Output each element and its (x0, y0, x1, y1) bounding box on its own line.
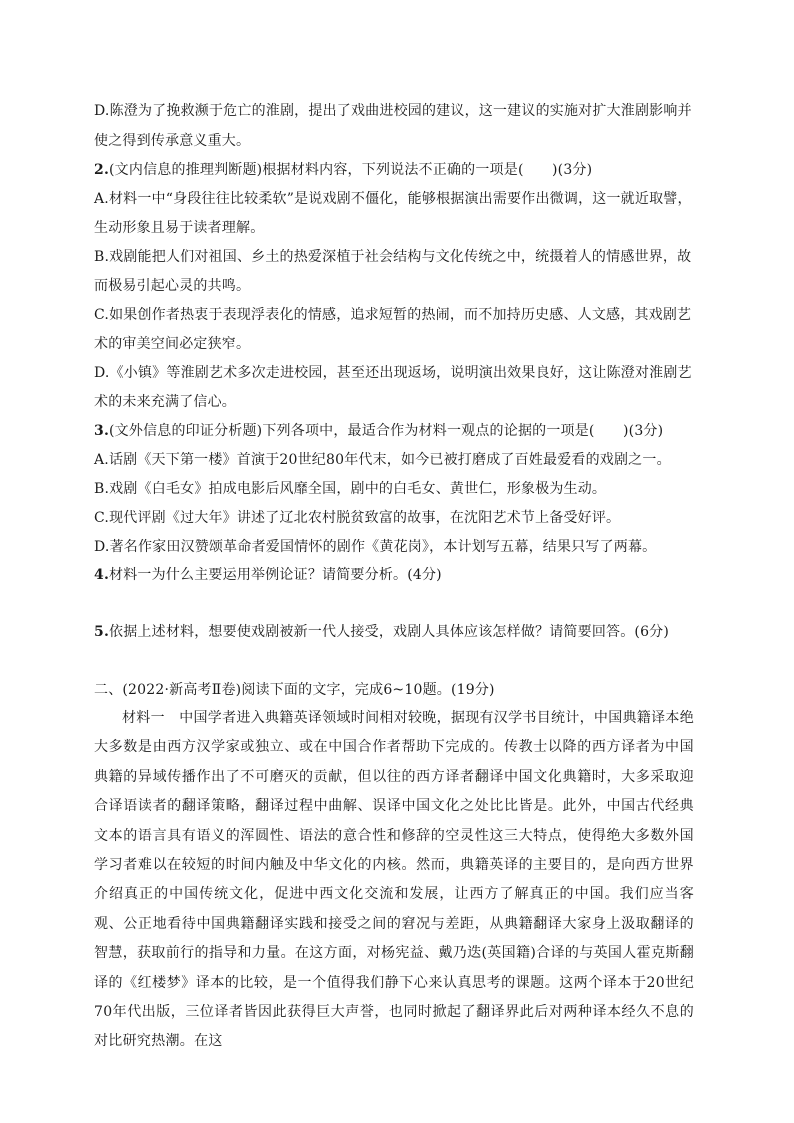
q2-option-b-line1: B.戏剧能把人们对祖国、乡土的热爱深植于社会结构与文化传统之中，统摄着人的情感世界，故 (94, 249, 692, 265)
q2-option-d-line2: 术的未来充满了信心。 (94, 394, 236, 410)
material-one-text: 材料一 中国学者进入典籍英译领域时间相对较晚，据现有汉学书目统计，中国典籍译本绝大多数是由西方汉学家或独立、或在中国合作者帮助下完成的。传教士以降的西方译者为中国典籍的异域传播作出了不可磨灭的贡献，但以往的西方译者翻译中国文化典籍时，大多采取迎合译语读者的翻译策略，翻译过程中曲解、误译中国文化之处比比皆是。此外，中国古代经典文本的语言具有语义的浑圆性、语法的意合性和修辞的空灵性这三大特点，使得绝大多数外国学习者难以在较短的时间内触及中华文化的内核。然而，典籍英译的主要目的，是向西方世界介绍真正的中国传统文化，促进中西文化交流和发展，让西方了解真正的中国。我们应当客观、公正地看待中国典籍翻译实践和接受之间的窘况与差距，从典籍翻译大家身上汲取翻译的智慧，获取前行的指导和力量。在这方面，对杨宪益、戴乃迭(英国籍)合译的与英国人霍克斯翻译的《红楼梦》译本的比较，是一个值得我们静下心来认真思考的课题。这两个译本于20世纪70年代出版，三位译者皆因此获得巨大声誉，也同时掀起了翻译界此后对两种译本经久不息的对比研究热潮。在这 (94, 710, 694, 1050)
q3-option-d: D.著名作家田汉赞颂革命者爱国情怀的剧作《黄花岗》，本计划写五幕，结果只写了两幕。 (94, 539, 657, 555)
q3-option-b: B.戏剧《白毛女》拍成电影后风靡全国，剧中的白毛女、黄世仁，形象极为生动。 (94, 481, 607, 497)
question-5-text: 依据上述材料，想要使戏剧被新一代人接受，戏剧人具体应该怎样做？请简要回答。(6分) (109, 624, 670, 640)
question-3 (94, 421, 663, 441)
q2-option-b-line2: 而极易引起心灵的共鸣。 (94, 278, 251, 294)
q3-option-a: A.话剧《天下第一楼》首演于20世纪80年代末，如今已被打磨成了百姓最爱看的戏剧之一。 (94, 452, 671, 468)
option-d-q1-line2: 使之得到传承意义重大。 (94, 133, 251, 149)
material-one-paragraph (94, 704, 694, 1057)
question-5-number: 5. (94, 624, 110, 640)
q2-option-c-line2: 术的审美空间必定狭窄。 (94, 336, 251, 352)
section-2-heading: 二、(2022·新高考Ⅱ卷)阅读下面的文字，完成6~10题。(19分) (94, 682, 495, 698)
question-4-number: 4. (94, 567, 110, 583)
q2-option-a-line2: 生动形象且易于读者理解。 (94, 220, 265, 236)
q2-option-a-line1: A.材料一中“身段往往比较柔软”是说戏剧不僵化，能够根据演出需要作出微调，这一就近取譬， (94, 191, 692, 207)
question-2 (94, 160, 592, 180)
question-3-number: 3. (94, 423, 110, 439)
question-3-text: (文外信息的印证分析题)下列各项中，最适合作为材料一观点的论据的一项是( )(3分) (109, 423, 664, 439)
q2-option-c-line1: C.如果创作者热衷于表现浮表化的情感，追求短暂的热闹，而不加持历史感、人文感，其戏剧艺 (94, 307, 692, 323)
question-5 (94, 622, 669, 642)
question-2-text: (文内信息的推理判断题)根据材料内容，下列说法不正确的一项是( )(3分) (109, 162, 593, 178)
question-4 (94, 565, 442, 585)
question-4-text: 材料一为什么主要运用举例论证？请简要分析。(4分) (109, 567, 442, 583)
option-d-q1-line1: D.陈澄为了挽救濒于危亡的淮剧，提出了戏曲进校园的建议，这一建议的实施对扩大淮剧影响并 (94, 103, 692, 119)
q3-option-c: C.现代评剧《过大年》讲述了辽北农村脱贫致富的故事，在沈阳艺术节上备受好评。 (94, 510, 621, 526)
q2-option-d-line1: D.《小镇》等淮剧艺术多次走进校园，甚至还出现返场，说明演出效果良好，这让陈澄对淮剧艺 (94, 365, 692, 381)
question-2-number: 2. (94, 162, 110, 178)
